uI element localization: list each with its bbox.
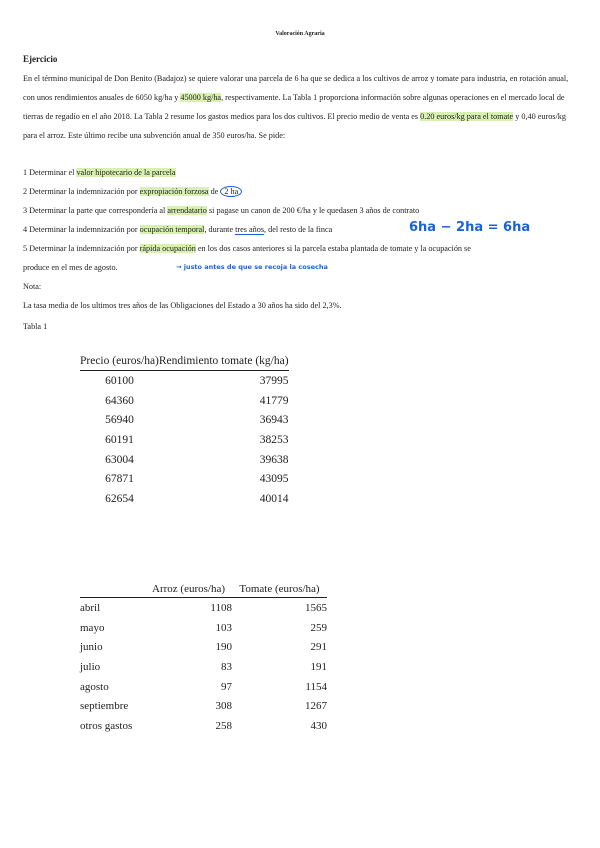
table-cell: 36943	[259, 414, 289, 427]
paragraph-text-a: En el término municipal de Don Benito (Badajoz) se quiere valorar una parcela de 6 ha que se dedica a los cultivos de arroz y tomate para industria, en rotación anual, con unos rendimientos anuales de 6050 kg/ha y	[23, 74, 569, 102]
table-cell: 191	[310, 660, 327, 673]
note-text: La tasa media de los ultimos tres años de las Obligaciones del Estado a 30 años ha sido del 2,3%.	[23, 301, 342, 310]
table-cell: 41779	[259, 394, 289, 407]
table-row	[80, 469, 289, 489]
table-cell: 430	[310, 719, 327, 732]
table-cell: 63004	[105, 453, 134, 466]
table-cell: 1154	[305, 680, 327, 693]
table-row	[80, 430, 289, 450]
table-row	[80, 450, 289, 470]
table-row	[80, 598, 327, 618]
table-cell: 64360	[105, 394, 134, 407]
exercise-title: Ejercicio	[23, 54, 58, 64]
note-label: Nota:	[23, 282, 42, 291]
table-cell: otros gastos	[80, 719, 133, 732]
paragraph-text-b: , respectivamente. La Tabla 1 proporciona información sobre algunas operaciones en el mercado local de tierras de regadío en el año 2018. La Tabla 2 resume los gastos medios para los dos cultivos. El precio medio de venta es	[23, 93, 565, 121]
q4-text: 4 Determinar la indemnización por	[23, 225, 140, 234]
table-cell: 56940	[105, 414, 134, 427]
table-cell: junio	[80, 641, 103, 654]
table-row	[80, 677, 327, 697]
exercise-paragraph	[23, 69, 579, 145]
table-cell: 83	[221, 660, 232, 673]
q4-text-c: , del resto de la finca	[264, 225, 333, 234]
table-cell: 103	[215, 621, 232, 634]
table-cell: 190	[215, 641, 232, 654]
q1-text: 1 Determinar el	[23, 168, 77, 177]
highlight-price: 0.20 euros/kg para el tomate	[420, 112, 514, 121]
table-cell: 1565	[305, 601, 327, 614]
q4-text-b: , durante	[204, 225, 236, 234]
highlight-yield: 45000 kg/ha	[180, 93, 222, 102]
table-cell: 43095	[259, 473, 289, 486]
q3-highlight: arrendatario	[167, 206, 207, 215]
table1-header-yield: Rendimiento tomate (kg/ha)	[159, 355, 289, 371]
q3-text: 3 Determinar la parte que correspondería al	[23, 206, 168, 215]
table-cell: 291	[310, 641, 327, 654]
table-cell: 60100	[105, 374, 134, 387]
q1-highlight: valor hipotecario de la parcela	[76, 168, 176, 177]
q5-highlight: rápida ocupación	[139, 244, 196, 253]
question-3	[23, 206, 419, 215]
table-row	[80, 618, 327, 638]
handwritten-note-harvest: → justo antes de que se recoja la cosecha	[176, 263, 328, 271]
table-2	[80, 583, 327, 736]
q4-highlight: ocupación temporal	[139, 225, 205, 234]
table1-label: Tabla 1	[23, 322, 48, 331]
table-row	[80, 716, 327, 736]
table-row	[80, 657, 327, 677]
table-cell: 40014	[259, 492, 289, 505]
table-cell: 258	[215, 719, 232, 732]
table-cell: julio	[80, 660, 101, 673]
table2-header-rice: Arroz (euros/ha)	[145, 583, 232, 598]
table-cell: 259	[310, 621, 327, 634]
table-row	[80, 371, 289, 391]
q5-text: 5 Determinar la indemnización por	[23, 244, 140, 253]
question-1	[23, 168, 176, 177]
handwritten-note-area: 6ha − 2ha = 6ha	[409, 220, 531, 235]
paragraph-text-c: y 0,40 euros/kg para el arroz. Este último recibe una subvención anual de 350 euros/ha. Se pide:	[23, 112, 566, 140]
q5-text-b: en los dos casos anteriores si la parcela estaba plantada de tomate y la ocupación se	[195, 244, 471, 253]
q2-circled-area: 2 ha	[220, 186, 242, 197]
table-row	[80, 410, 289, 430]
table-cell: agosto	[80, 680, 109, 693]
table-cell: 1108	[210, 601, 232, 614]
q3-text-b: si pagase un canon de 200 €/ha y le quedasen 3 años de contrato	[206, 206, 420, 215]
table-row	[80, 696, 327, 716]
table-cell: 67871	[105, 473, 134, 486]
table1-header-price: Precio (euros/ha)	[80, 355, 159, 371]
q2-text: 2 Determinar la indemnización por	[23, 187, 140, 196]
table-cell: abril	[80, 601, 101, 614]
table-cell: 60191	[105, 433, 134, 446]
table-cell: 37995	[259, 374, 289, 387]
table-cell: 62654	[105, 492, 134, 505]
question-4	[23, 225, 332, 234]
table-cell: 97	[221, 680, 232, 693]
table-row	[80, 489, 289, 509]
table-row	[80, 391, 289, 411]
table-cell: 38253	[259, 433, 289, 446]
table-cell: 39638	[259, 453, 289, 466]
question-5-line-2: produce en el mes de agosto.	[23, 263, 118, 272]
table-cell: 1267	[305, 700, 327, 713]
table2-header-blank	[80, 583, 145, 598]
table-cell: mayo	[80, 621, 105, 634]
question-5	[23, 244, 471, 253]
table-cell: 308	[215, 700, 232, 713]
table-cell: septiembre	[80, 700, 129, 713]
page-title: Valoración Agraria	[275, 31, 325, 37]
question-2	[23, 187, 242, 196]
table2-header-tomato: Tomate (euros/ha)	[232, 583, 327, 598]
q4-underlined: tres años	[235, 225, 265, 234]
q2-highlight: expropiación forzosa	[139, 187, 209, 196]
table-row	[80, 637, 327, 657]
table-1	[80, 355, 289, 509]
q2-text-b: de	[208, 187, 221, 196]
